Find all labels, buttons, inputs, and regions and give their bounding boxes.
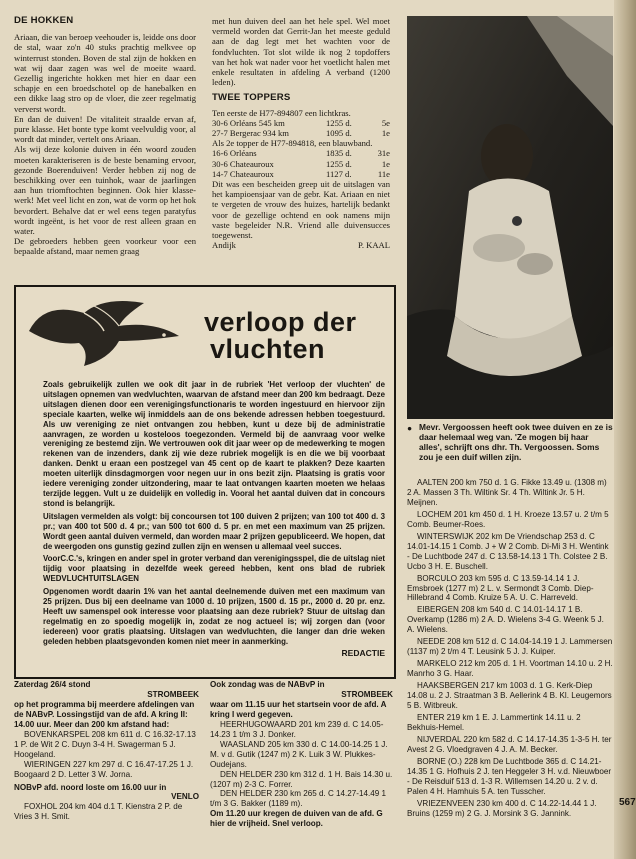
race-place: 11e [377,168,390,179]
result-entry: WINTERSWIJK 202 km De Vriendschap 253 d. C 14.01-14.15 1 Comb. J + W 2 Comb. Di-Mi 3 H. Wentink - De Luchtbode 247 d. C 13.58-14.13 1 Th. Colstee 2 B. Ucbo 3 H. E. Buschell. [407,531,609,571]
section-banner [204,309,357,363]
result-entry: MARKELO 212 km 205 d. 1 H. Voortman 14.10 u. 2 H. Manrho 3 G. Haar. [407,659,613,679]
result-entry: ENTER 219 km 1 E. J. Lammertink 14.11 u. 2 Bekhuis-Hemel. [407,712,581,732]
hokken-paragraph: De gebroeders hebben geen voorkeur voor een bepaalde afstand, maar nemen graag [14,236,196,257]
results-intro: op het programma bij meerdere afdelingen van de NABvP. Lossingstijd van de afd. A kring II: 14.00 uur. Meer dan 200 km afstand had: [14,699,195,729]
photo-caption [407,422,613,462]
topper-result-row [212,159,390,169]
signoff-author: P. KAAL [358,240,390,251]
results-date: Zaterdag 26/4 stond [14,680,91,689]
verloop-paragraph: Zoals gebruikelijk zullen we ook dit jaar in de rubriek 'Het verloop der vluchten' de uitslagen opnemen van wedvluchten, waarvan de afstand meer dan 200 km bedraagt. Deze uitslagen dienen door een verenigingsfunctionaris te worden ingestuurd en hiervoor zijn speciale kaarten, welke wij inmiddels aan de ons bekende adressen hebben toegestuurd. Als uw vereniging ze niet ontvangen zou hebben, kunt u deze bij de administratie aanvragen, ze worden u kosteloos toegezonden. Vermeld bij de aanvraag voor welke vereniging ze bestemd zijn. We vertrouwen ook dit jaar weer op de medewerking te mogen rekenen van de inzenders, dank zij wie deze rubriek mogelijk is en die we bij voorbaat danken. Denkt u eraan een postzegel van 45 cent op de kaart te plakken? Deze kaarten moeten uiterlijk dinsdagmorgen voor negen uur in ons bezit zijn. Plaatsing is gratis voor iedere vereniging zonder uitzondering, maar te laat ontvangen kaarten moeten we helaas terzijde leggen. Vult u ze duidelijk en volledig in. Vooral het aantal duiven dat in concours stond is belangrijk. [43,380,385,508]
topper-1-intro: Ten eerste de H77-894807 een lichtkras. [212,107,351,118]
result-entry: NEEDE 208 km 512 d. C 14.04-14.19 1 J. Lammersen (1137 m) 2 t/m 4 T. Leusink 5 J. J. Kuiper. [407,637,613,657]
page-binding-shadow [614,0,636,859]
result-entry: DEN HELDER 230 km 312 d. 1 H. Bais 14.30 u. (1207 m) 2-3 C. Forrer. [210,769,393,789]
toppers-column [212,16,390,250]
caption-bullet: ● [407,423,413,433]
closing-paragraph: Dit was een bescheiden greep uit de uitslagen van het kampioensjaar van de gebr. Kat. Ariaan en niet te vergeten de vrouw des huizes, hartelijk bedankt voor de gezellige ochtend en ook namens mijn vaste begeleider N.R. Vriend alle duivensucces toegewenst. [212,179,390,241]
race-name: 27-7 Bergerac 934 km [212,128,289,139]
result-entry: LOCHEM 201 km 450 d. 1 H. Kroeze 13.57 u. 2 t/m 5 Comb. Beumer-Roes. [407,509,609,529]
results-outro: Om 11.20 uur kregen de duiven van de afd. G hier de vrijheid. Snel verloop. [210,809,383,829]
race-result: 1835 d. [326,148,352,159]
release-place: STROMBEEK [341,689,393,699]
hokken-paragraph: Ariaan, die van beroep veehouder is, leidde ons door de stal, waar zo'n 40 stuks prachtig melkvee op winterrust stonden. Boven de stal zijn de hokken en wat wij daar zagen was wel de moeite waard. Gezellig ingerichte hokken met hier en daar een schapje en een broedschotel op de hanebalken en een dikke laag stro op de vloer, die zeer regelmatig ververst wordt. [14,32,196,114]
result-entry: BORNE (O.) 228 km De Luchtbode 365 d. C 14.21-14.35 1 G. Hofhuis 2 J. ten Heggeler 3 H. v.d. Nieuwboer - De Reisduif 513 d. 1-3 R. Willemsen 14.20 u. 2 v. d. Palen 4 H. Hamhuis 5 A. ten Tusscher. [407,756,612,796]
result-entry: AALTEN 200 km 750 d. 1 G. Fikke 13.49 u. (1308 m) 2 A. Massen 3 Th. Wiltink Sr. 4 Th. Wiltink Jr. 5 H. Meijnen. [407,478,607,507]
signoff [212,240,390,250]
verloop-paragraph: VoorC.C.'s, kringen en ander spel in groter verband dan verenigingsspel, die de uitslag niet tijdig voor plaatsing in dezelfde week gereed hebben, kent ons blad de rubriek WEDVLUCHTUITSLAGEN [43,554,385,584]
result-entry: HAAKSBERGEN 217 km 1003 d. 1 G. Kerk-Diep 14.08 u. 2 J. Straatman 3 B. Aellerink 4 B. Kl. Leugemors 5 B. Witbreuk. [407,681,612,711]
release-place: VENLO [171,792,199,802]
results-intro: waar om 11.15 uur het startsein voor de afd. A kring I werd gegeven. [210,699,387,719]
banner-line-2: vluchten [210,334,326,364]
race-place: 1e [381,158,390,169]
result-entry: WIERINGEN 227 km 297 d. C 16.47-17.25 1 J. Boogaard 2 D. Letter 3 W. Jorna. [14,759,194,779]
race-name: 30-6 Chateauroux [212,158,274,169]
flying-bird-icon [24,291,184,371]
toppers-heading: TWEE TOPPERS [212,92,291,104]
verloop-paragraph: Opgenomen wordt daarin 1% van het aantal deelnemende duiven met een maximum van 25 prijzen. Dus bij een deelname van 1000 d. 10 prijzen, 1500 d. 15 pr., 2000 d. 20 pr. enz. Heeft uw samenspel ook interesse voor plaatsing aan deze rubriek? Stuur de uitslag dan regelmatig en zo spoedig mogelijk in, zodat ze nog actueel is; wij zorgen dan (voor iedereen) voor gratis plaatsing. Uitslagen van wedvluchten, die langer dan drie weken geleden hebben plaatsgevonden komen niet meer in aanmerking. [43,587,385,646]
verloop-paragraph: Uitslagen vermelden als volgt: bij concoursen tot 100 duiven 2 prijzen; van 100 tot 400 d. 3 pr.; van 400 tot 500 d. 4 pr.; van 500 tot 600 d. 5 pr. en met een maximum van 25 prijzen. Wordt geen aantal duiven vermeld, dan worden maar 2 prijzen gepubliceerd. We hopen, dat de weergoden ons gunstig gezind zullen zijn en wensen u allemaal veel succes. [43,511,385,551]
race-name: 30-6 Orléans 545 km [212,117,285,128]
result-entry: EIBERGEN 208 km 540 d. C 14.01-14.17 1 B. Overkamp (1286 m) 2 A. D. Wielens 3-4 G. Weenk 5 J. A. Wielens. [407,605,604,635]
banner-line-1: verloop der [204,307,357,337]
results-intro: Ook zondag was de NABvP in [210,680,325,689]
results-intro: NOBvP afd. noord loste om 16.00 uur in [14,782,167,792]
results-column-middle [210,680,393,829]
race-result: 1255 d. [326,158,352,169]
topper-result-row [212,169,390,179]
results-column-left [14,680,199,822]
topper-result-row [212,148,390,158]
race-result: 1095 d. [326,128,352,139]
race-name: 16-6 Orléans [212,148,257,159]
result-entry: NIJVERDAL 220 km 582 d. C 14.17-14.35 1-3-5 H. ter Avest 2 G. Vloedgraven 4 J. A. M. Becker. [407,734,612,754]
results-column-right [407,478,613,821]
result-entry: VRIEZENVEEN 230 km 400 d. C 14.22-14.44 1 J. Bruins (1259 m) 2 G. J. Morsink 3 G. Jannink. [407,798,597,818]
photo-woman-with-pigeons [407,16,613,419]
hokken-paragraph: Als wij deze kolonie duiven in één woord zouden moeten karakteriseren is de beste benaming ervoor, gezonde Boerenduiven! Verder hebben zij nog de beschikking over een tuinhok, waar de jaarlingen aan hun triomftochten beginnen. Ook hier klasse-werk! Met veel licht en zon, wat de vorm op het hok bevordert. Behalve dat er wel eens tegen paratyfus wordt ingeënt, is het voor de rest alleen graan en water. [14,144,196,237]
release-place: STROMBEEK [147,689,199,699]
topper-2-intro: Als 2e topper de H77-894818, een blauwband. [212,138,373,149]
hokken-heading: DE HOKKEN [14,15,74,26]
result-entry: DEN HELDER 230 km 265 d. C 14.27-14.49 1 t/m 3 G. Bakker (1189 m). [210,789,387,809]
page-number: 567 [619,797,636,808]
result-entry: HEERHUGOWAARD 201 km 239 d. C 14.05-14.23 1 t/m 3 J. Donker. [210,719,384,739]
result-entry: BOVENKARSPEL 208 km 611 d. C 16.32-17.13 1 P. de Wit 2 C. Duyn 3-4 H. Swagerman 5 J. Hoogeland. [14,729,196,759]
result-entry: BORCULO 203 km 595 d. C 13.59-14.14 1 J. Emsbroek (1277 m) 2 L. v. Sermondt 3 Comb. Diep-Hillebrand 4 Comb. Kruize 5 A. U. C. Harreveld. [407,573,594,603]
race-place: 31e [377,148,390,159]
topper-result-row [212,118,390,128]
verloop-signature: REDACTIE [341,647,385,658]
continuation-paragraph: met hun duiven deel aan het hele spel. Wel moet vermeld worden dat Gerrit-Jan het meeste geduld aan de dag legt met het wachten voor de fondvluchten. Tot slot wilde ik nog 2 topdoffers van het hok wat nader voor het voetlicht halen met enkele resultaten in afdeling A verband (1200 leden). [212,16,390,88]
topper-result-row [212,128,390,138]
race-name: 14-7 Chateauroux [212,168,274,179]
verloop-body [43,380,385,658]
result-entry: WAASLAND 205 km 330 d. C 14.00-14.25 1 J. M. v d. Gutik (1247 m) 2 K. Luik 3 W. Plukkes-Oudejans. [210,739,388,769]
race-result: 1127 d. [326,168,352,179]
race-result: 1255 d. [326,117,352,128]
caption-text: Mevr. Vergoossen heeft ook twee duiven en ze is daar helemaal weg van. 'Ze mogen bij haar alles', schrijft ons dhr. Th. Vergoossen. Soms zou je een duif willen zijn. [419,422,613,462]
signoff-place: Andijk [212,240,236,251]
hokken-column [14,16,196,257]
verloop-der-vluchten-box [14,285,396,679]
race-place: 1e [381,128,390,139]
hokken-paragraph: En dan de duiven! De vitaliteit straalde ervan af, pure klasse. Het bonte type komt veelvuldig voor, al wordt dat minder, vertelt ons Ariaan. [14,113,196,145]
photo-illustration [407,16,613,419]
race-place: 5e [381,117,390,128]
result-entry: FOXHOL 204 km 404 d.1 T. Kienstra 2 P. de Vries 3 H. Smit. [14,802,183,822]
